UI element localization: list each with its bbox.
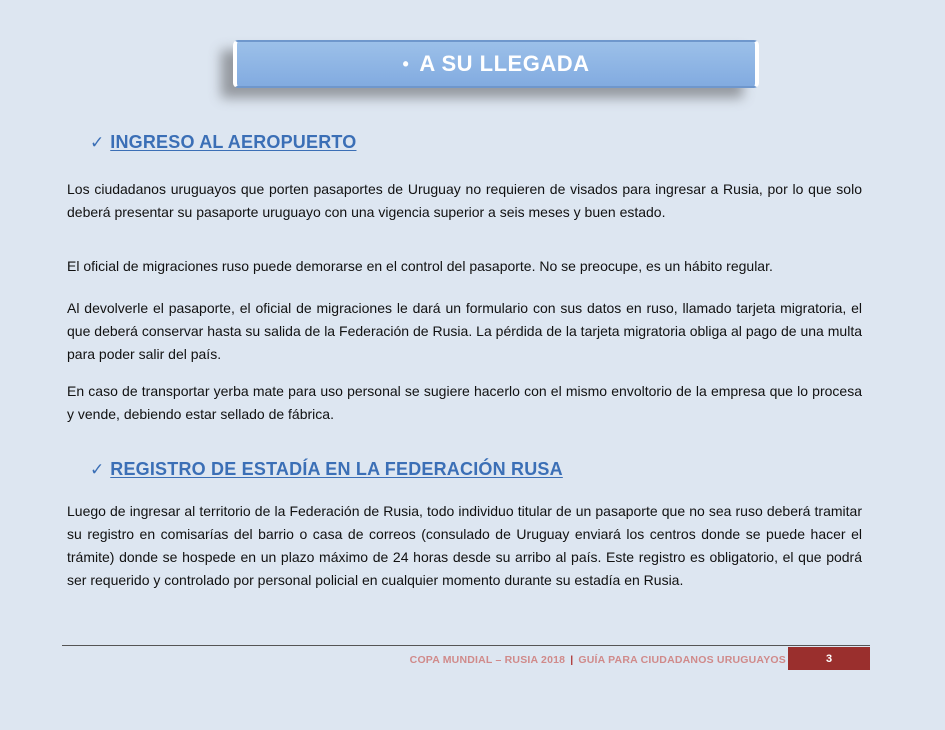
section-heading-airport — [90, 132, 356, 153]
banner-box — [233, 40, 759, 88]
bullet-icon: • — [402, 53, 410, 74]
checkmark-icon: ✓ — [90, 132, 105, 152]
footer-right-text: GUÍA PARA CIUDADANOS URUGUAYOS — [578, 654, 786, 666]
section-heading-registration — [90, 459, 563, 480]
paragraph-registration: Luego de ingresar al territorio de la Federación de Rusia, todo individuo titular de un pasaporte que no sea ruso deberá tramitar su registro en comisarías del barrio o casa de correos (consulado de Uruguay enviará los centros donde se puede hacer el trámite) donde se hospede en un plazo máximo de 24 horas desde su arribo al país. Este registro es obligatorio, el que podrá ser requerido y controlado por personal policial en cualquier momento durante su estadía en Rusia. — [67, 503, 862, 588]
paragraph-visa: Los ciudadanos uruguayos que porten pasaportes de Uruguay no requieren de visados para ingresar a Rusia, por lo que solo deberá presentar su pasaporte uruguayo con una vigencia superior a seis meses y buen estado. — [67, 181, 862, 220]
banner-title: A SU LLEGADA — [419, 51, 590, 76]
footer-separator: | — [570, 654, 574, 666]
paragraph-migration-card: Al devolverle el pasaporte, el oficial de migraciones le dará un formulario con sus datos en ruso, llamado tarjeta migratoria, el que deberá conservar hasta su salida de la Federación de Rusia. La pérdida de la tarjeta migratoria obliga al pago de una multa para poder salir del país. — [67, 300, 862, 362]
footer-left-text: COPA MUNDIAL – RUSIA 2018 — [409, 654, 566, 666]
checkmark-icon: ✓ — [90, 459, 105, 479]
section-title: REGISTRO DE ESTADÍA EN LA FEDERACIÓN RUSA — [110, 459, 563, 479]
footer-caption — [409, 650, 786, 670]
page-number: 3 — [788, 647, 870, 670]
section-banner — [233, 40, 755, 88]
section-title: INGRESO AL AEROPUERTO — [110, 132, 357, 152]
footer-divider — [62, 645, 870, 646]
paragraph-yerba-mate: En caso de transportar yerba mate para uso personal se sugiere hacerlo con el mismo envoltorio de la empresa que lo procesa y vende, debiendo estar sellado de fábrica. — [67, 383, 862, 422]
paragraph-passport-control: El oficial de migraciones ruso puede demorarse en el control del pasaporte. No se preocupe, es un hábito regular. — [67, 258, 773, 274]
